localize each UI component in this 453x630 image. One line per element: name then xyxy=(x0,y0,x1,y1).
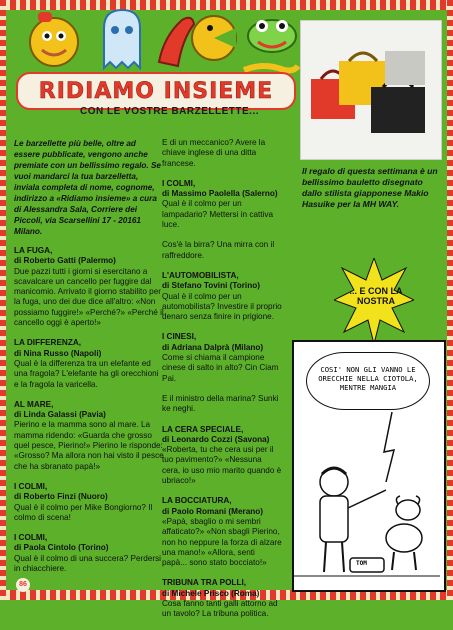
joke-author: di Roberto Finzi (Nuoro) xyxy=(14,492,108,502)
joke-item xyxy=(162,271,282,322)
joke-author: di Nina Russo (Napoli) xyxy=(14,348,102,358)
jokes-column-left xyxy=(14,246,164,584)
joke-heading: I COLMI, xyxy=(162,178,196,188)
bowl-label: TOM xyxy=(356,560,367,567)
joke-text: Qual è la differenza tra un elefante ed una fragola? L'elefante ha gli orecchioni e la fragola la varicella. xyxy=(14,358,159,389)
gift-bags-photo xyxy=(300,20,442,160)
joke-author: di Linda Galassi (Pavia) xyxy=(14,410,106,420)
joke-heading: LA DIFFERENZA, xyxy=(14,338,82,348)
joke-text: Qual è il colmo per Mike Bongiorno? Il colmo di scena! xyxy=(14,502,153,522)
joke-author: di Stefano Tovini (Torino) xyxy=(162,281,260,291)
joke-author: di Paola Cintolo (Torino) xyxy=(14,543,109,553)
page-number: 86 xyxy=(16,578,30,592)
joke-text: Cosa fanno tanti galli attorno ad un tavolo? La tribuna politica. xyxy=(162,598,278,619)
joke-item xyxy=(162,578,282,619)
joke-author: di Roberto Gatti (Palermo) xyxy=(14,256,116,266)
intro-paragraph: Le barzellette più belle, oltre ad essere pubblicate, vengono anche premiate con un bellissimo regalo. Se vuoi mandarci la tua barzelletta, inviala completa di nome, cognome, indirizzo a «Ridiamo insieme» a cura di Alessandra Sala, Corriere dei Piccoli, via Scarsellini 17 - 20161 Milano. xyxy=(14,139,161,236)
joke-text: Come si chiama il campione cinese di salto in alto? Cin Ciam Pai. xyxy=(162,353,279,383)
jokes-column-right xyxy=(162,138,282,630)
joke-heading: I COLMI, xyxy=(14,533,48,543)
joke-text: E di un meccanico? Avere la chiave inglese di una ditta francese. xyxy=(162,138,266,168)
joke-item xyxy=(162,496,282,568)
joke-heading: LA CERA SPECIALE, xyxy=(162,424,244,434)
comic-drawing xyxy=(294,412,440,586)
joke-item xyxy=(14,246,164,328)
joke-text: Due pazzi tutti i giorni si esercitano a scavalcare un cancello per fuggire dal manicomio. Arrivato il giorno stabilito per la fuga, uno dei due dice all'altro: «Non possiamo fuggire!» «Perché?» «Perché il cancello oggi è aperto!» xyxy=(14,266,164,328)
joke-author: di Massimo Paolella (Salerno) xyxy=(162,189,278,199)
joke-author: di Michele Prisco (Roma) xyxy=(162,588,260,598)
joke-text: «Papà, sbaglio o mi sembri affaticato?» «Non sbagli Pierino, non ho neppure la forza di alzare una mano!» «Allora, senti papà... sono stato bocciato!» xyxy=(162,516,282,568)
joke-heading: TRIBUNA TRA POLLI, xyxy=(162,578,246,588)
joke-item xyxy=(162,179,282,230)
border-left xyxy=(0,0,6,600)
title-banner xyxy=(16,72,296,110)
comic-panel xyxy=(292,340,446,592)
cartoon-characters-illustration xyxy=(14,6,304,74)
joke-item xyxy=(14,338,164,389)
joke-text: Pierino e la mamma sono al mare. La mamma ridendo: «Guarda che grosso quel pesce, Pierino!» Pierino le risponde: «Grosso? Ma allora non hai visto il pesce che ha sbranato papà!» xyxy=(14,420,164,471)
joke-item xyxy=(162,240,282,261)
joke-item xyxy=(162,332,282,383)
joke-item xyxy=(14,482,164,523)
joke-item xyxy=(162,425,282,487)
joke-item xyxy=(162,394,282,415)
joke-item xyxy=(14,533,164,574)
joke-heading: L'AUTOMOBILISTA, xyxy=(162,270,239,280)
joke-text: Qual è il colmo per un lampadario? Mettersi in cattiva luce. xyxy=(162,199,274,230)
joke-item xyxy=(14,400,164,472)
gift-caption: Il regalo di questa settimana è un bellissimo bauletto disegnato dallo stilista giapponese Makio Hasuike per la MH WAY. xyxy=(302,166,438,209)
joke-text: Cos'è la birra? Una mirra con il raffreddore. xyxy=(162,240,275,260)
joke-heading: I COLMI, xyxy=(14,481,48,491)
joke-heading: AL MARE, xyxy=(14,399,54,409)
joke-item xyxy=(162,138,282,169)
joke-text: Qual è il colmo di una succera? Perdersi in chiacchiere. xyxy=(14,553,161,574)
border-right xyxy=(447,0,453,600)
joke-text: «Roberta, tu che cera usi per il tuo pavimento?» «Nessuna cera, io uso mio marito quando è ubriaco!» xyxy=(162,445,282,486)
page-subtitle: CON LE VOSTRE BARZELLETTE... xyxy=(80,106,260,117)
speech-bubble: COSI' NON GLI VANNO LE ORECCHIE NELLA CIOTOLA, MENTRE MANGIA xyxy=(306,352,430,410)
joke-author: di Leonardo Cozzi (Savona) xyxy=(162,434,270,444)
joke-heading: LA FUGA, xyxy=(14,246,53,255)
joke-text: E il ministro della marina? Sunki ke neghi. xyxy=(162,393,279,414)
joke-author: di Paolo Romani (Merano) xyxy=(162,506,263,516)
joke-heading: LA BOCCIATURA, xyxy=(162,496,232,506)
page-title: RIDIAMO INSIEME xyxy=(38,78,274,104)
joke-text: Qual è il colmo per un automobilista? Investire il proprio denaro senza finire in prigione. xyxy=(162,291,282,322)
burst-caption: ... E CON LA NOSTRA xyxy=(349,286,403,306)
joke-heading: I CINESI, xyxy=(162,332,197,342)
joke-author: di Adriana Dalprà (Milano) xyxy=(162,342,264,352)
